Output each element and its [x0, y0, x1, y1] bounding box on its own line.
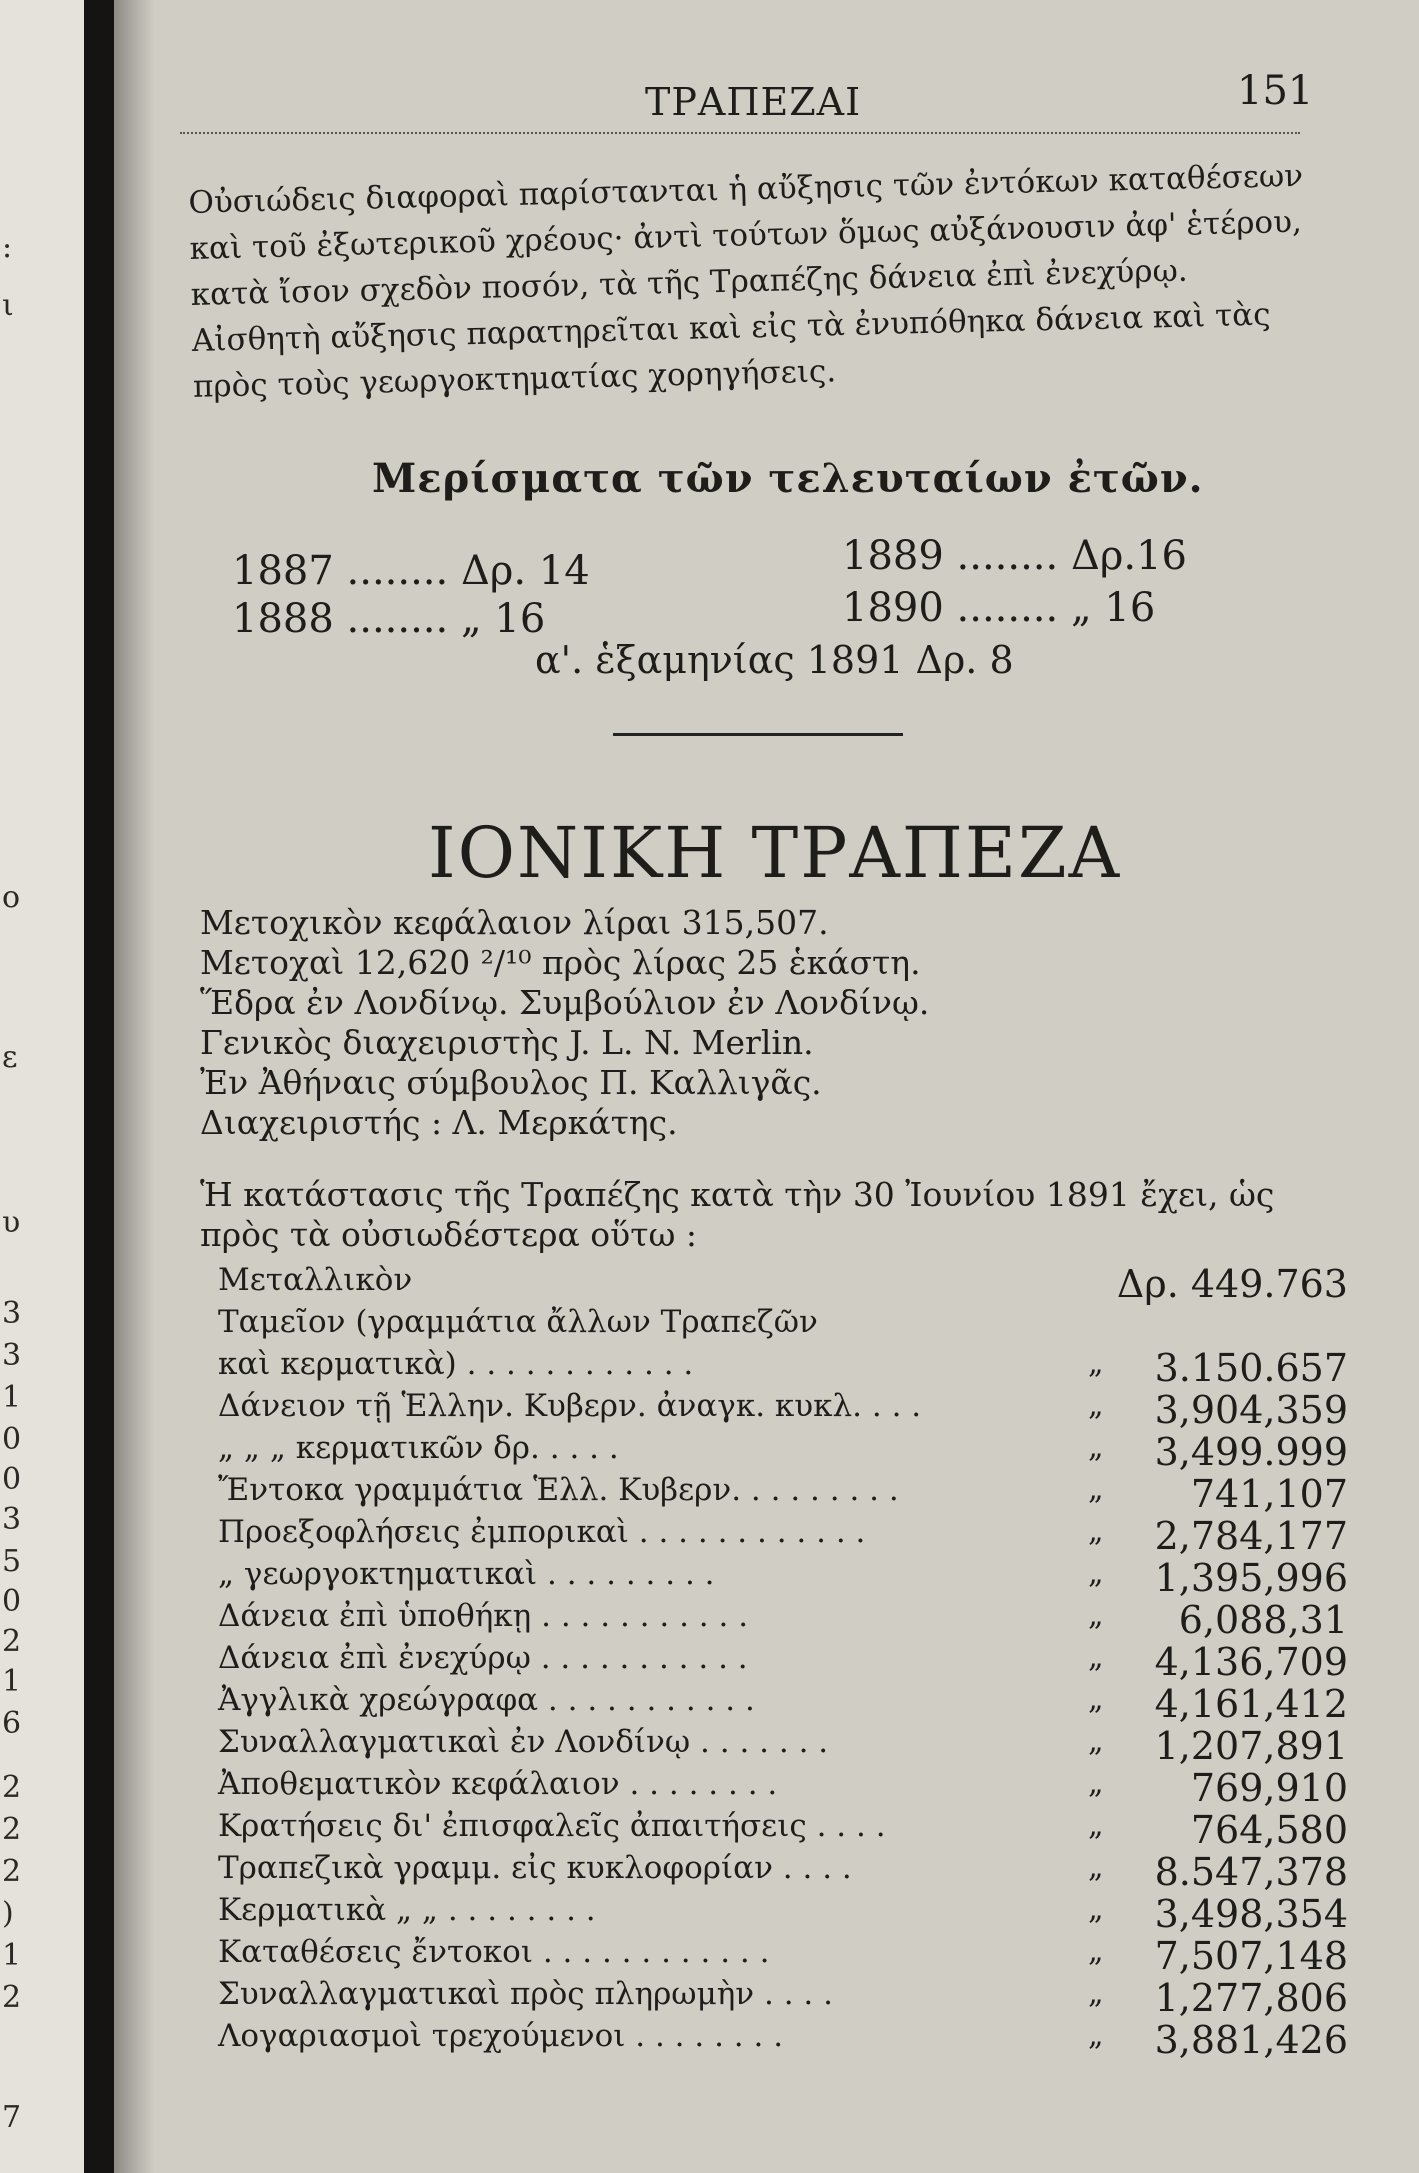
info-line: Μετοχαὶ 12,620 ²/¹⁰ πρὸς λίρας 25 ἑκάστη.	[200, 943, 921, 982]
margin-fragment: 7	[2, 2100, 22, 2135]
ledger-amount: 7,507,148	[1154, 1934, 1348, 1978]
ledger-label: Δάνεια ἐπὶ ὑποθήκῃ . . . . . . . . . . .	[218, 1598, 749, 1634]
ledger-label: Τραπεζικὰ γραμμ. εἰς κυκλοφορίαν . . . .	[218, 1850, 852, 1886]
margin-fragment: 0	[2, 1422, 22, 1457]
margin-fragment: 2	[2, 1624, 22, 1659]
ledger-ditto-mark: „	[1088, 1766, 1104, 1801]
ledger-row	[218, 1304, 1348, 1346]
info-line: Μετοχικὸν κεφάλαιον λίραι 315,507.	[200, 903, 829, 942]
margin-fragment: :	[2, 230, 13, 265]
ledger-label: Καταθέσεις ἔντοκοι . . . . . . . . . . . .	[218, 1934, 770, 1970]
margin-fragment: ε	[2, 1040, 18, 1075]
ledger-ditto-mark: „	[1088, 1388, 1104, 1423]
ledger-ditto-mark: „	[1088, 1682, 1104, 1717]
info-line: Ἕδρα ἐν Λονδίνῳ. Συμβούλιον ἐν Λονδίνῳ.	[200, 983, 930, 1022]
page-number: 151	[1237, 68, 1314, 114]
ledger-ditto-mark: „	[1088, 1976, 1104, 2011]
margin-fragment: )	[2, 1896, 14, 1931]
margin-fragment: 2	[2, 1770, 22, 1805]
ledger-row	[218, 1766, 1348, 1808]
ledger-amount: 3,499.999	[1154, 1430, 1348, 1474]
intro-line: Οὐσιώδεις διαφοραὶ παρίστανται ἡ αὔξησις τῶν ἐντόκων καταθέσεων	[188, 157, 1304, 221]
ledger-row	[218, 1640, 1348, 1682]
margin-fragment: 0	[2, 1462, 22, 1497]
bank-title: ΙΟΝΙΚΗ ΤΡΑΠΕΖΑ	[428, 812, 1122, 894]
margin-fragment: 3	[2, 1296, 22, 1331]
ledger-label: Συναλλαγματικαὶ πρὸς πληρωμὴν . . . .	[218, 1976, 833, 2012]
margin-fragment: ο	[2, 880, 21, 915]
ledger-amount: 764,580	[1190, 1808, 1348, 1852]
ledger-amount: 1,277,806	[1154, 1976, 1348, 2020]
margin-fragment: 3	[2, 1502, 22, 1537]
ledger-label: Δάνεια ἐπὶ ἐνεχύρῳ . . . . . . . . . . .	[218, 1640, 748, 1676]
margin-fragment: 6	[2, 1706, 22, 1741]
ledger-ditto-mark: „	[1088, 1934, 1104, 1969]
ledger-row	[218, 1976, 1348, 2018]
margin-fragment: 1	[2, 1664, 22, 1699]
ledger-amount: 741,107	[1190, 1472, 1348, 1516]
header-rule	[180, 132, 1300, 134]
margin-fragment: 3	[2, 1338, 22, 1373]
ledger-label: Μεταλλικὸν	[218, 1262, 413, 1298]
ledger-label: Κρατήσεις δι' ἐπισφαλεῖς ἀπαιτήσεις . . . .	[218, 1808, 886, 1844]
margin-fragment: ι	[2, 288, 14, 323]
info-line: Διαχειριστής : Λ. Μερκάτης.	[200, 1103, 678, 1142]
ledger-amount: 3,881,426	[1154, 2018, 1348, 2062]
section-divider	[613, 733, 903, 736]
ledger-amount: 6,088,31	[1178, 1598, 1348, 1642]
ledger-row	[218, 1934, 1348, 1976]
balance-ledger	[218, 1262, 1348, 2060]
ledger-row	[218, 1556, 1348, 1598]
ledger-ditto-mark: „	[1088, 1514, 1104, 1549]
ledger-label: Δάνειον τῇ Ἑλλην. Κυβερν. ἀναγκ. κυκλ. . . .	[218, 1388, 922, 1424]
margin-fragment: 0	[2, 1584, 22, 1619]
ledger-ditto-mark: „	[1088, 1808, 1104, 1843]
ledger-ditto-mark: „	[1088, 1724, 1104, 1759]
ledger-row	[218, 1682, 1348, 1724]
ledger-row	[218, 1724, 1348, 1766]
ledger-row	[218, 2018, 1348, 2060]
ledger-label: Κερματικὰ „ „ . . . . . . . .	[218, 1892, 596, 1928]
bank-info	[200, 903, 1350, 1143]
ledger-label: Ἀποθεματικὸν κεφάλαιον . . . . . . . .	[218, 1766, 778, 1802]
ledger-ditto-mark: „	[1088, 1892, 1104, 1927]
margin-fragment: 1	[2, 1380, 22, 1415]
ledger-label: „ γεωργοκτηματικαὶ . . . . . . . . .	[218, 1556, 715, 1592]
dividend-1889: 1889 ........ Δρ.16	[842, 533, 1187, 579]
intro-paragraph	[188, 152, 1333, 410]
ledger-row	[218, 1472, 1348, 1514]
intro-line: πρὸς τοὺς γεωργοκτηματίας χορηγήσεις.	[192, 353, 837, 405]
ledger-row	[218, 1262, 1348, 1304]
ledger-label: „ „ „ κερματικῶν δρ. . . . .	[218, 1430, 619, 1466]
ledger-ditto-mark: „	[1088, 1430, 1104, 1465]
ledger-amount: 3,498,354	[1154, 1892, 1348, 1936]
ledger-ditto-mark: „	[1088, 2018, 1104, 2053]
ledger-ditto-mark: „	[1088, 1556, 1104, 1591]
ledger-amount: 1,207,891	[1154, 1724, 1348, 1768]
ledger-ditto-mark: „	[1088, 1598, 1104, 1633]
ledger-row	[218, 1892, 1348, 1934]
balance-line: Ἡ κατάστασις τῆς Τραπέζης κατὰ τὴν 30 Ἰουνίου 1891 ἔχει, ὡς	[200, 1175, 1275, 1214]
ledger-ditto-mark: „	[1088, 1472, 1104, 1507]
ledger-amount: 8.547,378	[1154, 1850, 1348, 1894]
dividend-1890: 1890 ........ „ 16	[842, 585, 1156, 631]
info-line: Γενικὸς διαχειριστὴς J. L. N. Merlin.	[200, 1023, 814, 1062]
margin-fragment: 5	[2, 1544, 22, 1579]
ledger-label: καὶ κερματικὰ) . . . . . . . . . . . .	[218, 1346, 694, 1382]
ledger-row	[218, 1388, 1348, 1430]
ledger-amount: 4,136,709	[1154, 1640, 1348, 1684]
ledger-amount: Δρ. 449.763	[1116, 1262, 1348, 1306]
ledger-row	[218, 1598, 1348, 1640]
ledger-ditto-mark: „	[1088, 1346, 1104, 1381]
dividends-heading: Μερίσματα τῶν τελευταίων ἐτῶν.	[372, 455, 1204, 502]
ledger-label: Ἔντοκα γραμμάτια Ἑλλ. Κυβερν. . . . . . . . .	[218, 1472, 899, 1508]
margin-fragment: 2	[2, 1854, 22, 1889]
ledger-row	[218, 1430, 1348, 1472]
info-line: Ἐν Ἀθήναις σύμβουλος Π. Καλλιγᾶς.	[200, 1063, 822, 1102]
margin-fragment: υ	[2, 1205, 21, 1240]
dividend-1887: 1887 ........ Δρ. 14	[232, 548, 590, 594]
balance-intro	[200, 1175, 1350, 1255]
ledger-amount: 3.150.657	[1154, 1346, 1348, 1390]
intro-line: Αἰσθητὴ αὔξησις παρατηρεῖται καὶ εἰς τὰ ἐνυπόθηκα δάνεια καὶ τὰς	[191, 296, 1271, 359]
ledger-label: Ἀγγλικὰ χρεώγραφα . . . . . . . . . . .	[218, 1682, 755, 1718]
ledger-ditto-mark: „	[1088, 1850, 1104, 1885]
ledger-label: Συναλλαγματικαὶ ἐν Λονδίνῳ . . . . . . .	[218, 1724, 829, 1760]
dividend-1888: 1888 ........ „ 16	[232, 596, 546, 642]
intro-line: κατὰ ἴσον σχεδὸν ποσόν, τὰ τῆς Τραπέζης δάνεια ἐπὶ ἐνεχύρῳ.	[190, 252, 1189, 313]
ledger-ditto-mark: „	[1088, 1640, 1104, 1675]
ledger-amount: 4,161,412	[1154, 1682, 1348, 1726]
running-header: ΤΡΑΠΕΖΑΙ	[645, 80, 862, 124]
ledger-amount: 1,395,996	[1154, 1556, 1348, 1600]
intro-line: καὶ τοῦ ἐξωτερικοῦ χρέους· ἀντὶ τούτων ὅμως αὐξάνουσιν ἀφ' ἑτέρου,	[189, 203, 1303, 267]
ledger-amount: 2,784,177	[1154, 1514, 1348, 1558]
margin-fragment: 2	[2, 1812, 22, 1847]
ledger-amount: 769,910	[1190, 1766, 1348, 1810]
dividend-half-year-note: α'. ἑξαμηνίας 1891 Δρ. 8	[535, 638, 1014, 682]
ledger-row	[218, 1850, 1348, 1892]
ledger-label: Λογαριασμοὶ τρεχούμενοι . . . . . . . .	[218, 2018, 784, 2054]
margin-fragment: 1	[2, 1938, 22, 1973]
ledger-row	[218, 1514, 1348, 1556]
ledger-row	[218, 1346, 1348, 1388]
ledger-row	[218, 1808, 1348, 1850]
ledger-label: Προεξοφλήσεις ἐμπορικαὶ . . . . . . . . . . . .	[218, 1514, 866, 1550]
ledger-amount: 3,904,359	[1154, 1388, 1348, 1432]
margin-fragment: 2	[2, 1980, 22, 2015]
balance-line: πρὸς τὰ οὐσιωδέστερα οὕτω :	[200, 1215, 697, 1254]
ledger-label: Ταμεῖον (γραμμάτια ἄλλων Τραπεζῶν	[218, 1304, 818, 1340]
